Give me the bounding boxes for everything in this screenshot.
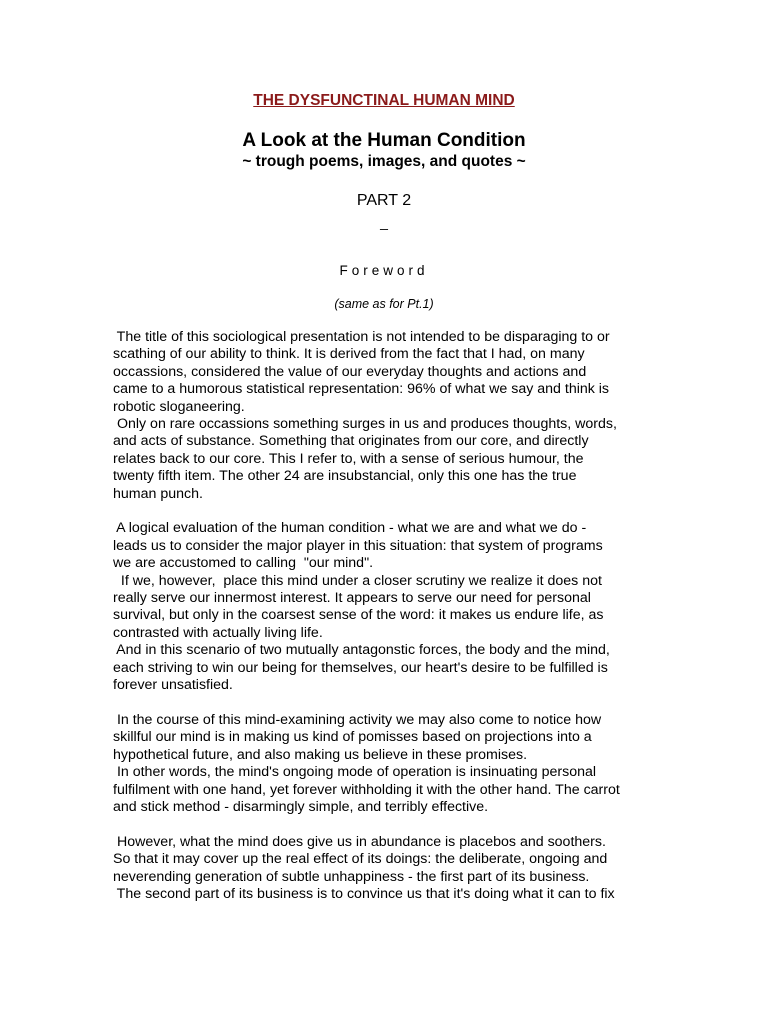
- text-line: Only on rare occassions something surges in us and produces thoughts, words,: [113, 416, 617, 433]
- text-line: The second part of its business is to convince us that it's doing what it can to fix: [113, 885, 615, 902]
- text-line: hypothetical future, and also making us believe in these promises.: [113, 746, 528, 763]
- text-line: If we, however, place this mind under a closer scrutiny we realize it does not: [113, 572, 602, 589]
- text-line: skillful our mind is in making us kind of pomisses based on projections into a: [113, 729, 592, 746]
- text-line: However, what the mind does give us in abundance is placebos and soothers.: [113, 833, 606, 850]
- text-line: A logical evaluation of the human condition - what we are and what we do -: [113, 520, 587, 537]
- document-heading: A Look at the Human Condition: [242, 130, 526, 151]
- part-separator: _: [380, 214, 388, 230]
- text-line: So that it may cover up the real effect of its doings: the deliberate, ongoing and: [113, 851, 608, 868]
- body-text: [113, 329, 665, 921]
- text-line: In the course of this mind-examining activity we may also come to notice how: [113, 711, 602, 728]
- text-line: In other words, the mind's ongoing mode of operation is insinuating personal: [113, 764, 597, 781]
- body-paragraph: [113, 834, 665, 904]
- text-line: each striving to win our being for themselves, our heart's desire to be fulfilled is: [113, 659, 608, 676]
- foreword-heading: Foreword: [339, 263, 429, 278]
- body-paragraph: [113, 712, 665, 816]
- text-line: And in this scenario of two mutually antagonstic forces, the body and the mind,: [113, 642, 610, 659]
- text-line: The title of this sociological presentation is not intended to be disparaging to or: [113, 329, 610, 345]
- text-line: human punch.: [113, 485, 203, 502]
- text-line: we are accustomed to calling "our mind".: [113, 555, 374, 572]
- text-line: forever unsatisfied.: [113, 677, 233, 694]
- text-line: survival, but only in the coarsest sense of the word: it makes us endure life, as: [113, 607, 604, 624]
- text-line: contrasted with actually living life.: [113, 624, 323, 641]
- part-label: PART 2: [356, 192, 412, 209]
- body-paragraph: [113, 520, 665, 694]
- text-line: occassions, considered the value of our everyday thoughts and actions and: [113, 363, 587, 380]
- text-line: really serve our innermost interest. It appears to serve our need for personal: [113, 590, 591, 607]
- text-line: fulfilment with one hand, yet forever withholding it with the other hand. The carrot: [113, 781, 620, 798]
- text-line: and stick method - disarmingly simple, and terribly effective.: [113, 798, 489, 815]
- text-line: and acts of substance. Something that originates from our core, and directly: [113, 433, 589, 450]
- document-title: THE DYSFUNCTINAL HUMAN MIND: [253, 92, 515, 109]
- text-line: twenty fifth item. The other 24 are insubstancial, only this one has the true: [113, 468, 577, 485]
- text-line: neverending generation of subtle unhappiness - the first part of its business.: [113, 868, 590, 885]
- body-paragraph: [113, 329, 665, 503]
- text-line: leads us to consider the major player in this situation: that system of programs: [113, 537, 603, 554]
- text-line: robotic sloganeering.: [113, 398, 245, 415]
- document-subheading: ~ trough poems, images, and quotes ~: [242, 153, 526, 170]
- text-line: came to a humorous statistical representation: 96% of what we say and think is: [113, 381, 610, 398]
- text-line: relates back to our core. This I refer to, with a sense of serious humour, the: [113, 450, 584, 467]
- text-line: scathing of our ability to think. It is derived from the fact that I had, on many: [113, 346, 585, 363]
- foreword-note: (same as for Pt.1): [334, 297, 434, 311]
